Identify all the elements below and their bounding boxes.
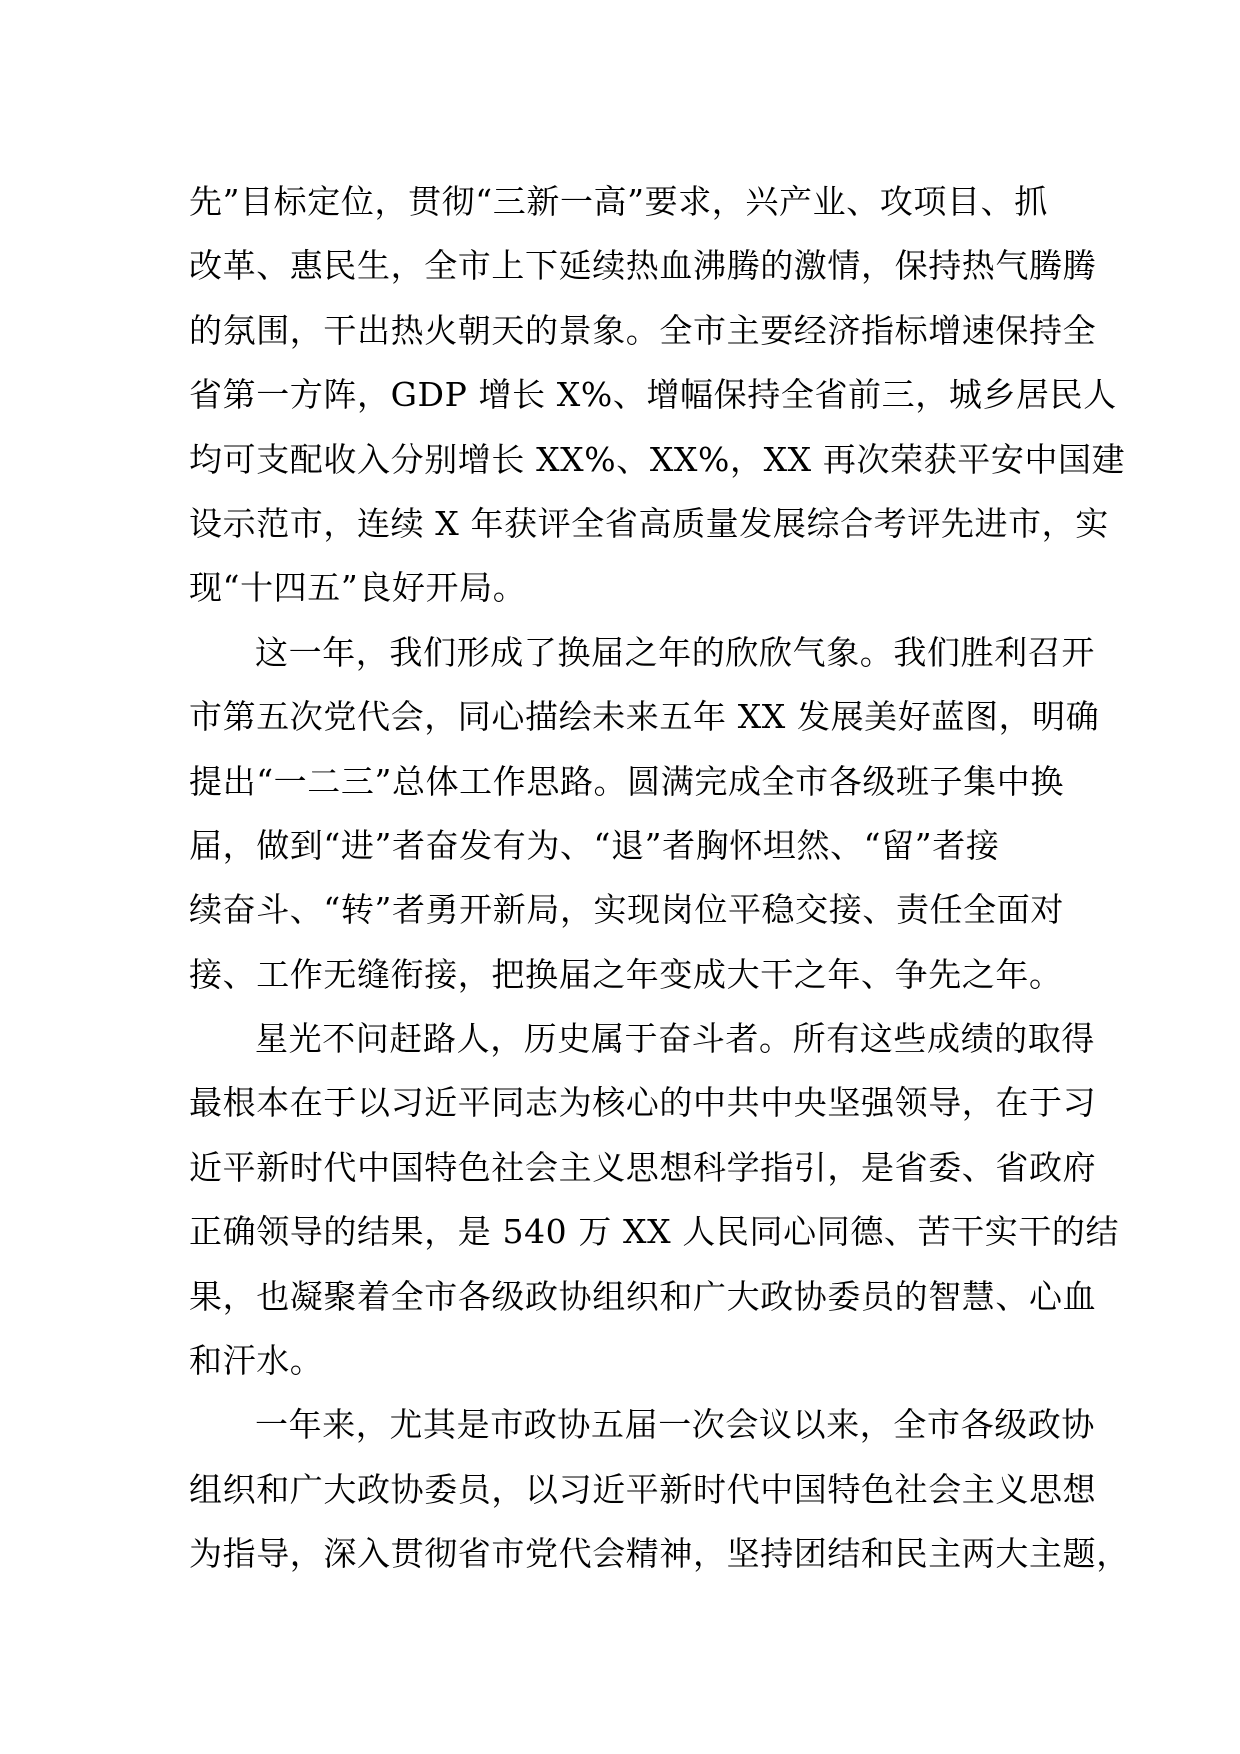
text-line: 和汗水。 xyxy=(189,1341,324,1381)
text-line: 现“十四五”良好开局。 xyxy=(189,568,527,608)
text-line: 为指导，深入贯彻省市党代会精神，坚持团结和民主两大主题， xyxy=(189,1534,1130,1574)
text-line: 正确领导的结果，是 540 万 XX 人民同心同德、苦干实干的结 xyxy=(189,1212,1120,1252)
text-line: 组织和广大政协委员，以习近平新时代中国特色社会主义思想 xyxy=(189,1469,1097,1509)
paragraph-first-line: 一年来，尤其是市政协五届一次会议以来，全市各级政协 xyxy=(255,1405,1095,1445)
text-line: 接、工作无缝衔接，把换届之年变成大干之年、争先之年。 xyxy=(189,954,1063,994)
text-line: 市第五次党代会，同心描绘未来五年 XX 发展美好蓝图，明确 xyxy=(189,697,1100,737)
paragraph-first-line: 星光不问赶路人，历史属于奋斗者。所有这些成绩的取得 xyxy=(255,1019,1095,1059)
text-line: 果，也凝聚着全市各级政协组织和广大政协委员的智慧、心血 xyxy=(189,1276,1097,1316)
text-line: 先”目标定位，贯彻“三新一高”要求，兴产业、攻项目、抓 xyxy=(189,182,1048,221)
text-line: 均可支配收入分别增长 XX%、XX%，XX 再次荣获平安中国建 xyxy=(189,439,1126,479)
text-line: 最根本在于以习近平同志为核心的中共中央坚强领导，在于习 xyxy=(189,1083,1097,1123)
text-line: 续奋斗、“转”者勇开新局，实现岗位平稳交接、责任全面对 xyxy=(189,890,1064,930)
body-text xyxy=(189,170,1130,1587)
text-line: 届，做到“进”者奋发有为、“退”者胸怀坦然、“留”者接 xyxy=(189,825,1000,865)
paragraph-first-line: 这一年，我们形成了换届之年的欣欣气象。我们胜利召开 xyxy=(255,632,1095,672)
text-line: 近平新时代中国特色社会主义思想科学指引，是省委、省政府 xyxy=(189,1147,1097,1187)
text-line: 提出“一二三”总体工作思路。圆满完成全市各级班子集中换 xyxy=(189,761,1064,801)
text-line: 设示范市，连续 X 年获评全省高质量发展综合考评先进市，实 xyxy=(189,503,1109,543)
text-line: 改革、惠民生，全市上下延续热血沸腾的激情，保持热气腾腾 xyxy=(189,246,1097,286)
text-line: 的氛围，干出热火朝天的景象。全市主要经济指标增速保持全 xyxy=(189,310,1097,350)
text-line: 省第一方阵，GDP 增长 X%、增幅保持全省前三，城乡居民人 xyxy=(189,375,1117,415)
